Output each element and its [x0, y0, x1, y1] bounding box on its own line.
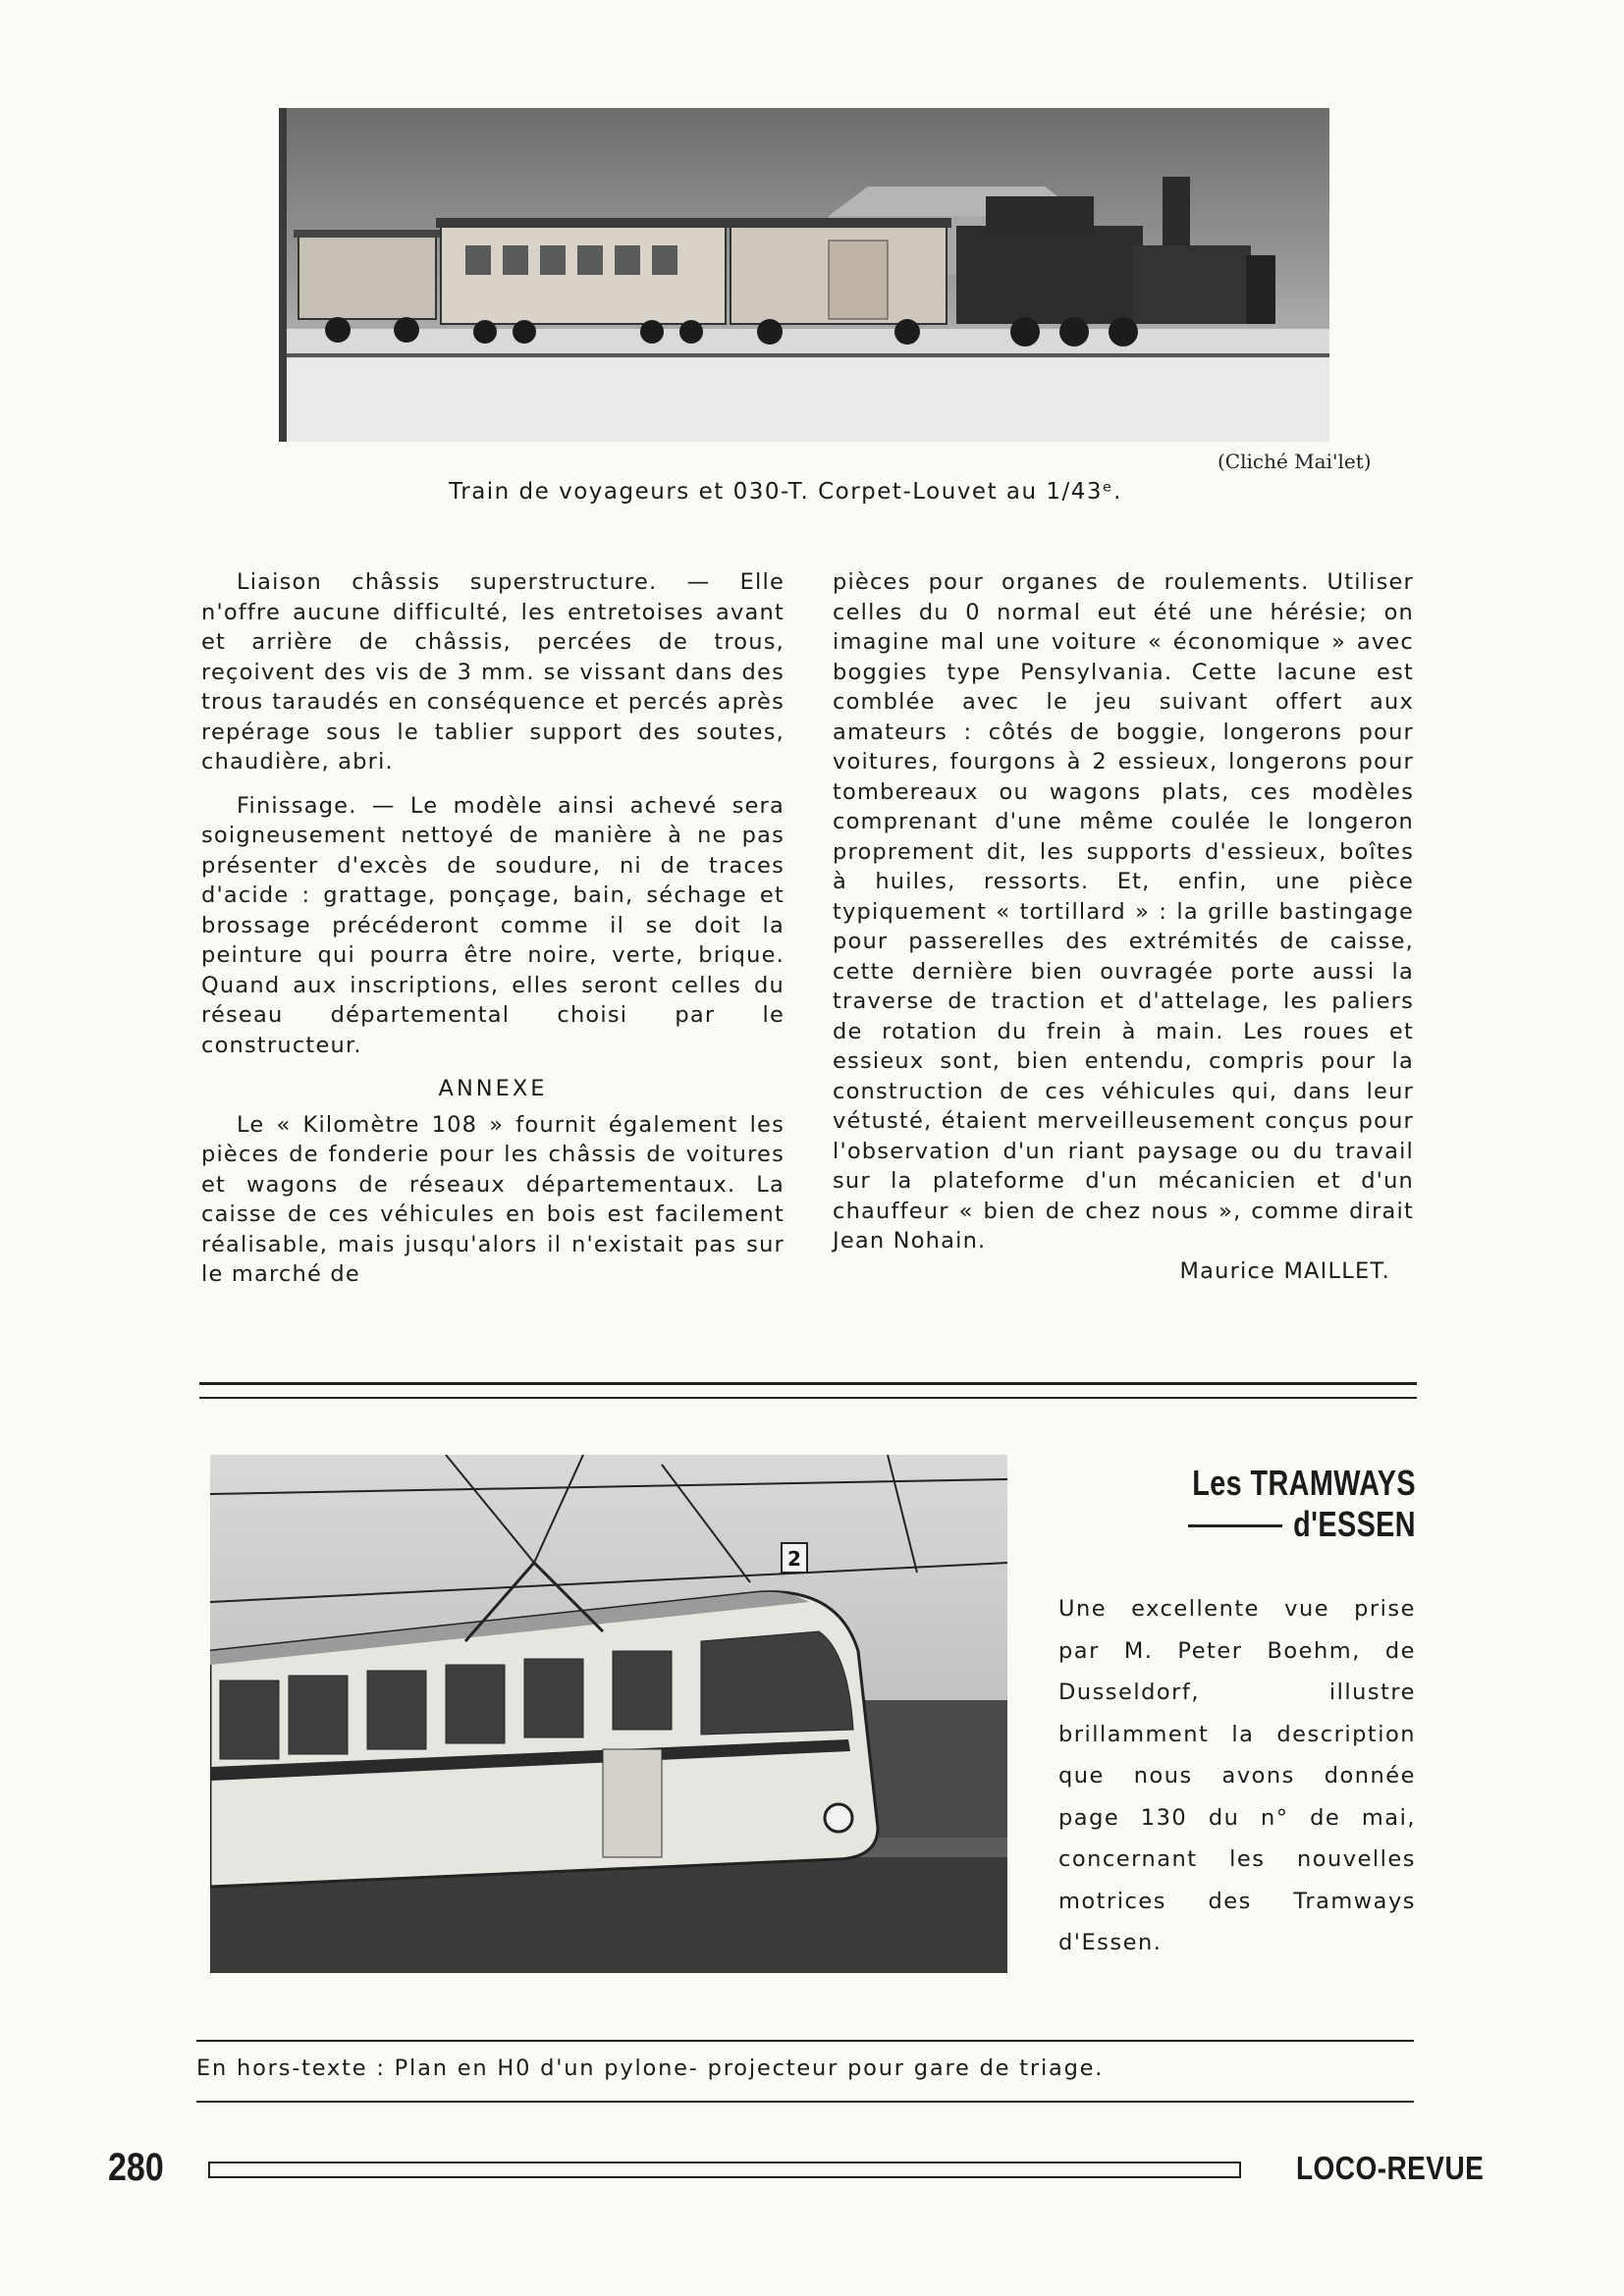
article-left-column: [201, 567, 785, 1290]
section-divider-top: [199, 1382, 1417, 1385]
paragraph-finissage: Finissage. — Le modèle ainsi achevé sera soigneusement nettoyé de manière à ne pas présenter d'excès de soudure, ni de traces d'acide : grattage, ponçage, bain, séchage et brossage précéderont comme il se doit la peinture qui pourra être noire, verte, brique. Quand aux inscriptions, elles seront celles du réseau départemental choisi par le constructeur.: [201, 792, 785, 1058]
photo-credit: (Cliché Mai'let): [1218, 450, 1372, 473]
tram-photo: [210, 1455, 1007, 1973]
author-signature: Maurice MAILLET.: [1179, 1257, 1390, 1284]
annexe-heading: ANNEXE: [438, 1076, 548, 1101]
hors-texte-note: En hors-texte : Plan en H0 d'un pylone- projecteur pour gare de triage.: [196, 2056, 1105, 2081]
photo-caption: Train de voyageurs et 030-T. Corpet-Louvet au 1/43ᵉ.: [449, 479, 1122, 505]
tram-route-number: 2: [787, 1547, 801, 1571]
train-photo: [279, 108, 1329, 442]
tram-title-underline: [1188, 1524, 1282, 1527]
section-divider-bottom: [199, 1397, 1417, 1399]
train-photo-illustration: [279, 108, 1329, 442]
paragraph-annexe: Le « Kilomètre 108 » fournit également les pièces de fonderie pour les châssis de voitures et wagons de réseaux départementaux. La caisse de ces véhicules en bois est facilement réalisable, mais jusqu'alors il n'existait pas sur le marché de: [201, 1111, 785, 1287]
magazine-name: LOCO-REVUE: [1296, 2150, 1485, 2186]
tram-section-title: Les TRAMWAYS d'ESSEN: [1192, 1463, 1416, 1544]
paragraph-liaison: Liaison châssis superstructure. — Elle n'offre aucune difficulté, les entretoises avant et arrière de châssis, percées de trous, reçoivent des vis de 3 mm. se vissant dans des trous taraudés en conséquence et percés après repérage sous le tablier support des soutes, chaudière, abri.: [201, 569, 785, 774]
footer-bar: [208, 2162, 1241, 2178]
page-number: 280: [108, 2146, 164, 2189]
hors-texte-rule-bottom: [196, 2101, 1414, 2103]
tram-section-text: Une excellente vue prise par M. Peter Boehm, de Dusseldorf, illustre brillamment la description que nous avons donnée page 130 du n° de mai, concernant les nouvelles motrices des Tramways d'Essen.: [1058, 1596, 1416, 1955]
article-right-column: [833, 567, 1414, 1286]
paragraph-continuation: pièces pour organes de roulements. Utiliser celles du 0 normal eut été une hérésie; on imagine mal une voiture « économique » avec boggies type Pensylvania. Cette lacune est comblée avec le jeu suivant offert aux amateurs : côtés de boggie, longerons pour voitures, fourgons à 2 essieux, longerons pour tombereaux ou wagons plats, ces modèles comprenant d'une même coulée le longeron proprement dit, les supports d'essieux, boîtes à huiles, ressorts. Et, enfin, une pièce typiquement « tortillard » : la grille bastingage pour passerelles des extrémités de caisse, cette dernière bien ouvragée porte aussi la traverse de traction et d'attelage, les paliers de rotation du frein à main. Les roues et essieux sont, bien entendu, compris pour la construction de ces véhicules qui, dans leur vétusté, étaient merveilleusement conçus pour l'observation d'un riant paysage ou du travail sur la plateforme d'un mécanicien et d'un chauffeur « bien de chez nous », comme dirait Jean Nohain.: [833, 569, 1414, 1254]
tram-photo-illustration: [210, 1455, 1007, 1973]
hors-texte-rule-top: [196, 2040, 1414, 2042]
